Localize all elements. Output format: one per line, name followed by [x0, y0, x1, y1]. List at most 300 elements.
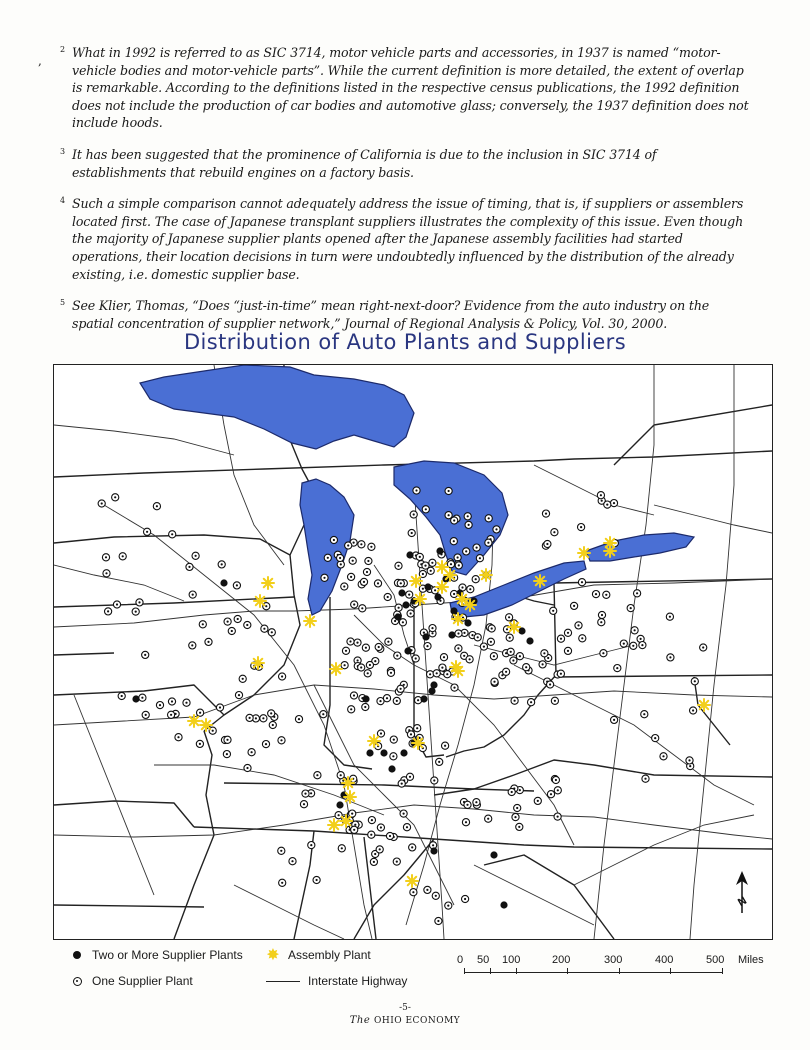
one-supplier-marker	[246, 714, 253, 721]
multi-supplier-marker	[518, 627, 525, 634]
one-supplier-marker	[451, 517, 458, 524]
one-supplier-marker	[132, 608, 139, 615]
scale-tick	[490, 968, 491, 974]
footnote-text: Such a simple comparison cannot adequately address the issue of timing, that is, if suppliers or assemblers located first. The case of Japanese transplant suppliers illustrates the complexity of this issue. Even though the majority of Japanese supplier plants opened after the Japanese assembly facilities had started operations, their location decisions in turn were undoubtedly influenced by the distribution of the already existing, i.e. domestic supplier base.	[72, 196, 744, 282]
assembly-plant-marker	[698, 699, 710, 711]
one-supplier-marker	[409, 844, 416, 851]
one-supplier-marker	[385, 638, 392, 645]
auto-plants-map	[54, 365, 772, 939]
highway-line	[54, 805, 772, 839]
assembly-plant-marker	[480, 569, 492, 581]
one-supplier-marker	[338, 845, 345, 852]
one-supplier-marker	[641, 711, 648, 718]
scale-label: 200	[552, 954, 571, 966]
one-supplier-marker	[571, 602, 578, 609]
one-supplier-marker	[564, 647, 571, 654]
multi-supplier-marker	[402, 601, 409, 608]
one-supplier-marker	[223, 751, 230, 758]
one-supplier-marker	[416, 553, 423, 560]
one-supplier-marker	[631, 627, 638, 634]
one-supplier-marker	[183, 699, 190, 706]
one-supplier-marker	[368, 543, 375, 550]
multi-supplier-marker	[490, 851, 497, 858]
one-supplier-marker	[366, 661, 373, 668]
highway-line	[54, 565, 184, 601]
one-supplier-marker	[347, 638, 354, 645]
footnote-number: 5	[60, 298, 65, 308]
one-supplier-marker	[224, 618, 231, 625]
assembly-plant-marker	[188, 715, 200, 727]
one-supplier-marker	[564, 629, 571, 636]
one-supplier-marker	[598, 611, 605, 618]
multi-supplier-marker	[430, 847, 437, 854]
one-supplier-marker	[268, 629, 275, 636]
one-supplier-marker	[424, 886, 431, 893]
one-supplier-marker	[189, 591, 196, 598]
legend-item-highway	[266, 974, 407, 988]
one-supplier-marker	[234, 615, 241, 622]
scale-tick	[619, 968, 620, 974]
one-supplier-marker	[620, 640, 627, 647]
one-supplier-marker	[358, 664, 365, 671]
one-supplier-marker	[552, 776, 559, 783]
one-supplier-marker	[511, 697, 518, 704]
one-supplier-marker	[407, 731, 414, 738]
one-supplier-marker	[485, 515, 492, 522]
one-supplier-marker	[103, 570, 110, 577]
one-supplier-marker	[424, 643, 431, 650]
one-supplier-marker	[488, 625, 495, 632]
one-supplier-marker	[395, 604, 402, 611]
multi-supplier-marker	[464, 619, 471, 626]
assembly-plant-marker	[344, 791, 356, 803]
one-supplier-marker	[400, 810, 407, 817]
one-supplier-marker	[186, 563, 193, 570]
one-supplier-marker	[578, 524, 585, 531]
publication-name: OHIO ECONOMY	[373, 1016, 461, 1026]
one-supplier-marker	[383, 695, 390, 702]
highway-line	[690, 365, 734, 939]
one-supplier-marker	[547, 791, 554, 798]
assembly-plant-marker	[368, 735, 380, 747]
one-supplier-marker	[118, 692, 125, 699]
scale-label: 300	[604, 954, 623, 966]
one-supplier-marker	[455, 562, 462, 569]
one-supplier-marker	[410, 511, 417, 518]
page-number: -5-	[399, 1003, 411, 1013]
assembly-plant-marker	[328, 819, 340, 831]
one-supplier-marker	[406, 773, 413, 780]
one-supplier-marker	[464, 513, 471, 520]
one-supplier-marker	[102, 554, 109, 561]
assembly-plant-marker	[340, 815, 352, 827]
one-supplier-marker	[244, 621, 251, 628]
assembly-plant-marker	[436, 561, 448, 573]
one-supplier-marker	[368, 831, 375, 838]
one-supplier-marker	[408, 529, 415, 536]
multi-supplier-marker	[420, 695, 427, 702]
one-supplier-marker	[362, 644, 369, 651]
one-supplier-marker	[551, 697, 558, 704]
stray-mark: ,	[38, 54, 42, 68]
scale-unit: Miles	[738, 954, 764, 966]
one-supplier-marker	[413, 487, 420, 494]
multi-supplier-marker	[132, 695, 139, 702]
one-supplier-marker	[539, 661, 546, 668]
highway-line	[54, 425, 234, 455]
one-supplier-marker	[302, 790, 309, 797]
one-supplier-marker	[260, 715, 267, 722]
one-supplier-marker	[490, 653, 497, 660]
scale-label: 50	[477, 954, 490, 966]
multi-supplier-marker	[436, 547, 443, 554]
one-supplier-marker	[239, 675, 246, 682]
one-supplier-marker	[592, 591, 599, 598]
one-supplier-marker	[397, 580, 404, 587]
one-supplier-marker	[534, 797, 541, 804]
assembly-plant-marker	[456, 593, 468, 605]
one-supplier-marker	[278, 737, 285, 744]
one-supplier-marker	[363, 568, 370, 575]
assembly-plant-marker	[412, 737, 424, 749]
one-supplier-marker	[491, 678, 498, 685]
map-title: Distribution of Auto Plants and Suppliers	[183, 330, 627, 354]
one-supplier-marker	[351, 601, 358, 608]
one-supplier-marker	[278, 847, 285, 854]
one-supplier-marker	[450, 538, 457, 545]
one-supplier-marker	[557, 670, 564, 677]
highway-line	[474, 865, 594, 925]
one-supplier-marker	[320, 711, 327, 718]
one-supplier-marker	[262, 741, 269, 748]
lake-superior	[140, 365, 414, 449]
one-supplier-marker	[362, 703, 369, 710]
one-supplier-marker	[335, 812, 342, 819]
one-supplier-marker	[508, 788, 515, 795]
one-supplier-marker	[487, 638, 494, 645]
one-supplier-marker	[554, 787, 561, 794]
one-supplier-marker	[639, 642, 646, 649]
one-supplier-marker	[235, 692, 242, 699]
one-supplier-marker	[514, 804, 521, 811]
one-supplier-marker	[440, 654, 447, 661]
one-supplier-marker	[370, 858, 377, 865]
assembly-plant-marker	[304, 615, 316, 627]
one-supplier-marker	[394, 652, 401, 659]
multi-supplier-marker	[448, 631, 455, 638]
assembly-plant-marker	[464, 599, 476, 611]
one-supplier-marker	[350, 692, 357, 699]
one-supplier-marker	[341, 583, 348, 590]
assembly-plant-marker	[578, 547, 590, 559]
star-icon: ✸	[266, 945, 280, 964]
one-supplier-marker	[218, 561, 225, 568]
one-supplier-marker	[377, 824, 384, 831]
footnote-text: It has been suggested that the prominence of California is due to the inclusion in SIC 3714 of establishments that rebuild engines on a factory basis.	[72, 146, 657, 180]
one-supplier-marker	[578, 579, 585, 586]
one-supplier-marker	[512, 814, 519, 821]
one-supplier-marker	[686, 757, 693, 764]
one-supplier-marker	[422, 562, 429, 569]
one-supplier-marker	[261, 625, 268, 632]
publication-prefix: The	[349, 1015, 371, 1026]
one-supplier-marker	[551, 529, 558, 536]
one-supplier-marker	[112, 494, 119, 501]
one-supplier-marker	[442, 742, 449, 749]
one-supplier-marker	[516, 653, 523, 660]
one-supplier-marker	[196, 740, 203, 747]
one-supplier-marker	[113, 601, 120, 608]
one-supplier-marker	[360, 578, 367, 585]
one-supplier-marker	[279, 879, 286, 886]
one-supplier-marker	[295, 716, 302, 723]
footnotes	[60, 44, 750, 346]
one-supplier-marker	[375, 643, 382, 650]
lake-ontario	[586, 533, 694, 561]
one-supplier-marker	[435, 917, 442, 924]
one-supplier-marker	[429, 559, 436, 566]
one-supplier-marker	[579, 635, 586, 642]
one-supplier-marker	[528, 699, 535, 706]
one-supplier-marker	[142, 651, 149, 658]
one-supplier-marker	[289, 858, 296, 865]
one-supplier-marker	[542, 510, 549, 517]
footnote-2	[60, 44, 750, 132]
one-supplier-marker	[427, 671, 434, 678]
one-supplier-marker	[397, 685, 404, 692]
one-supplier-marker	[547, 681, 554, 688]
multi-supplier-marker	[220, 579, 227, 586]
one-supplier-marker	[474, 634, 481, 641]
one-supplier-marker	[175, 734, 182, 741]
one-supplier-marker	[119, 553, 126, 560]
north-label: N	[736, 894, 749, 910]
multi-supplier-marker	[336, 801, 343, 808]
assembly-plant-marker	[342, 777, 354, 789]
one-supplier-marker	[473, 799, 480, 806]
one-supplier-marker	[700, 644, 707, 651]
one-supplier-marker	[168, 711, 175, 718]
multi-supplier-marker	[394, 613, 401, 620]
legend-label: One Supplier Plant	[92, 974, 193, 988]
one-supplier-marker	[205, 638, 212, 645]
one-supplier-marker	[598, 619, 605, 626]
highway-line	[354, 615, 574, 845]
one-supplier-marker	[503, 668, 510, 675]
scale-tick	[670, 968, 671, 974]
one-supplier-marker	[431, 777, 438, 784]
one-supplier-marker	[454, 554, 461, 561]
scale-label: 0	[457, 954, 464, 966]
highway-line-icon	[266, 981, 300, 982]
one-supplier-marker	[168, 698, 175, 705]
one-supplier-marker	[550, 607, 557, 614]
one-supplier-marker	[630, 642, 637, 649]
one-supplier-marker	[345, 542, 352, 549]
map-panel	[53, 364, 773, 940]
legend-item-one	[70, 974, 193, 988]
one-supplier-marker	[233, 582, 240, 589]
footnote-number: 3	[60, 146, 65, 156]
scale-tick	[516, 968, 517, 974]
one-supplier-marker	[308, 842, 315, 849]
multi-supplier-marker	[526, 637, 533, 644]
one-supplier-marker	[324, 554, 331, 561]
highway-line	[74, 695, 154, 895]
one-supplier-marker	[445, 902, 452, 909]
one-supplier-marker	[445, 487, 452, 494]
one-supplier-marker	[507, 648, 514, 655]
multi-supplier-marker	[450, 607, 457, 614]
one-supplier-marker	[189, 642, 196, 649]
footnote-5	[60, 297, 750, 332]
one-supplier-marker	[228, 627, 235, 634]
one-supplier-marker	[337, 772, 344, 779]
one-supplier-marker	[314, 772, 321, 779]
scale-line	[464, 972, 722, 973]
one-supplier-marker	[493, 526, 500, 533]
one-supplier-marker	[224, 736, 231, 743]
assembly-plant-marker	[604, 545, 616, 557]
one-supplier-marker	[467, 586, 474, 593]
one-supplier-marker	[342, 647, 349, 654]
assembly-plant-marker	[508, 621, 520, 633]
legend-label: Two or More Supplier Plants	[92, 948, 243, 962]
one-supplier-marker	[153, 503, 160, 510]
one-supplier-marker	[412, 655, 419, 662]
one-supplier-marker	[603, 591, 610, 598]
one-supplier-marker	[472, 576, 479, 583]
multi-supplier-marker	[424, 583, 431, 590]
one-supplier-marker	[244, 764, 251, 771]
one-supplier-marker	[485, 539, 492, 546]
footnote-4	[60, 195, 750, 283]
legend-label: Assembly Plant	[288, 948, 371, 962]
multi-supplier-marker	[404, 647, 411, 654]
multi-supplier-marker	[434, 593, 441, 600]
one-supplier-marker	[136, 599, 143, 606]
one-supplier-marker	[611, 716, 618, 723]
footnote-number: 4	[60, 196, 65, 206]
assembly-plant-marker	[450, 661, 462, 673]
assembly-plant-marker	[452, 613, 464, 625]
footnote-text: See Klier, Thomas, “Does “just-in-time” mean right-next-door? Evidence from the auto industry on the spatial concentration of supplier network,” Journal of Regional Analysis & Policy, Vol. 30, 2000.	[72, 298, 710, 331]
scale-tick	[722, 968, 723, 974]
footnote-number: 2	[60, 45, 65, 54]
one-supplier-marker	[614, 665, 621, 672]
multi-supplier-marker	[400, 749, 407, 756]
highway-line	[154, 765, 384, 815]
one-supplier-marker	[169, 531, 176, 538]
one-supplier-marker	[610, 500, 617, 507]
multi-supplier-marker	[428, 687, 435, 694]
one-supplier-marker	[455, 630, 462, 637]
one-supplier-marker	[666, 613, 673, 620]
multi-supplier-marker	[500, 901, 507, 908]
one-supplier-marker	[248, 749, 255, 756]
one-supplier-marker	[667, 654, 674, 661]
one-supplier-marker	[463, 548, 470, 555]
one-supplier-marker	[403, 824, 410, 831]
one-supplier-marker	[690, 707, 697, 714]
assembly-plant-marker	[414, 593, 426, 605]
one-supplier-marker	[660, 753, 667, 760]
one-supplier-marker	[393, 697, 400, 704]
one-supplier-marker	[398, 780, 405, 787]
one-supplier-marker	[386, 832, 393, 839]
one-supplier-marker	[390, 736, 397, 743]
one-supplier-marker	[476, 555, 483, 562]
one-supplier-marker	[330, 536, 337, 543]
publication-footer	[0, 1015, 810, 1026]
one-supplier-marker	[439, 664, 446, 671]
one-supplier-marker	[510, 657, 517, 664]
one-supplier-marker	[433, 670, 440, 677]
one-supplier-marker	[268, 710, 275, 717]
one-supplier-marker	[197, 709, 204, 716]
one-supplier-marker	[506, 634, 513, 641]
one-supplier-marker	[98, 500, 105, 507]
one-supplier-marker	[541, 650, 548, 657]
one-supplier-marker	[462, 895, 469, 902]
one-supplier-marker	[691, 678, 698, 685]
one-supplier-marker	[395, 562, 402, 569]
one-supplier-marker	[652, 735, 659, 742]
scale-tick	[567, 968, 568, 974]
multi-supplier-marker	[398, 589, 405, 596]
one-supplier-marker	[399, 619, 406, 626]
one-supplier-marker	[216, 704, 223, 711]
one-supplier-marker	[523, 664, 530, 671]
legend-item-assembly	[266, 945, 371, 964]
one-supplier-marker	[480, 643, 487, 650]
one-supplier-marker	[466, 656, 473, 663]
highway-line	[234, 885, 344, 939]
filled-dot-icon	[70, 948, 84, 962]
legend-label: Interstate Highway	[308, 974, 408, 988]
one-supplier-marker	[142, 711, 149, 718]
multi-supplier-marker	[366, 749, 373, 756]
one-supplier-marker	[444, 671, 451, 678]
one-supplier-marker	[354, 639, 361, 646]
one-supplier-marker	[348, 706, 355, 713]
one-supplier-marker	[554, 813, 561, 820]
one-supplier-marker	[575, 622, 582, 629]
assembly-plant-marker	[436, 581, 448, 593]
scale-label: 100	[502, 954, 521, 966]
one-supplier-marker	[485, 815, 492, 822]
scale-label: 500	[706, 954, 725, 966]
one-supplier-marker	[199, 621, 206, 628]
multi-supplier-marker	[388, 765, 395, 772]
one-supplier-marker	[642, 775, 649, 782]
one-supplier-marker	[349, 557, 356, 564]
one-supplier-marker	[393, 858, 400, 865]
one-supplier-marker	[337, 554, 344, 561]
one-supplier-marker	[368, 817, 375, 824]
highway-line	[534, 465, 654, 515]
one-supplier-marker	[192, 552, 199, 559]
multi-supplier-marker	[422, 633, 429, 640]
scale-label: 400	[655, 954, 674, 966]
one-supplier-marker	[279, 673, 286, 680]
one-supplier-marker	[600, 650, 607, 657]
scale-tick	[464, 968, 465, 974]
one-supplier-marker	[387, 669, 394, 676]
one-supplier-marker	[506, 614, 513, 621]
one-supplier-marker	[464, 801, 471, 808]
one-supplier-marker	[139, 694, 146, 701]
